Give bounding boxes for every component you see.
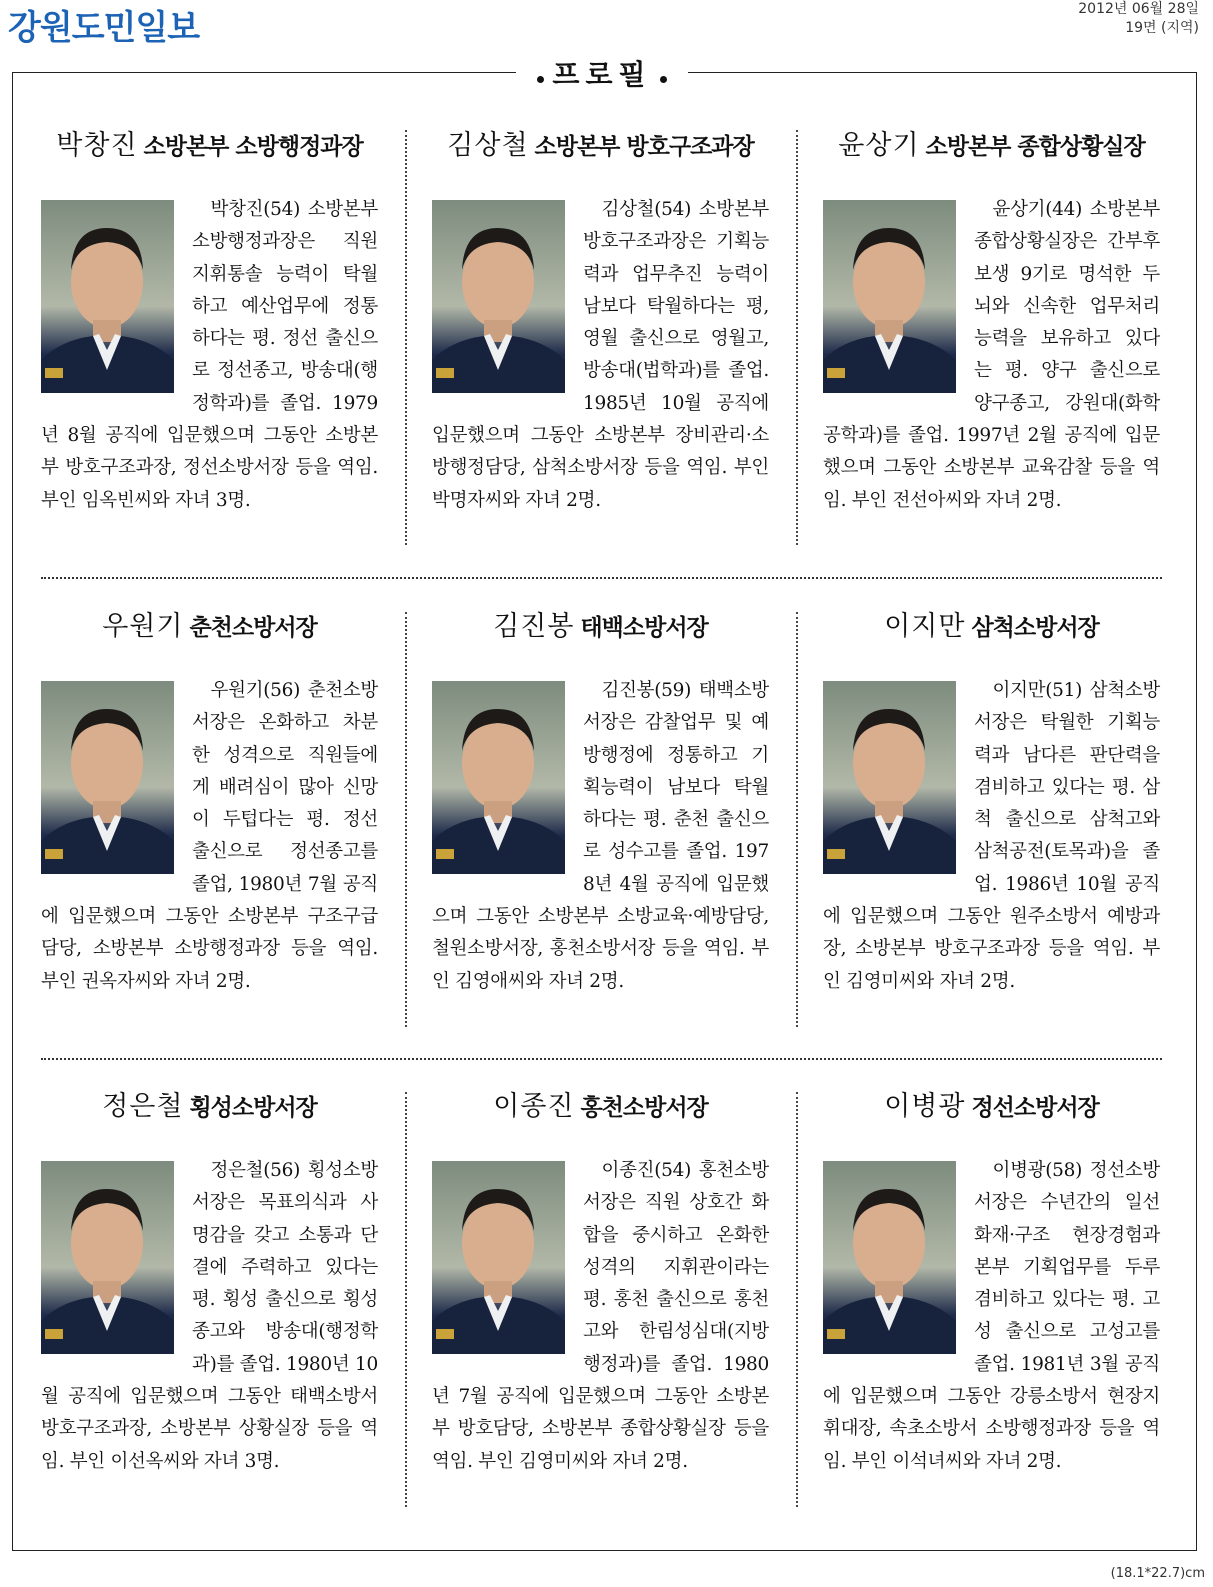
profile-card bbox=[432, 607, 769, 998]
bullet-dot bbox=[660, 76, 667, 83]
portrait-silhouette bbox=[432, 1161, 565, 1354]
profile-position: 소방본부 방호구조과장 bbox=[534, 134, 754, 160]
profile-name: 이병광 bbox=[884, 1091, 966, 1122]
profile-heading bbox=[41, 1087, 378, 1127]
portrait-silhouette bbox=[432, 681, 565, 874]
profile-card bbox=[823, 126, 1160, 517]
profile-name: 정은철 bbox=[102, 1091, 184, 1122]
profile-text: 이병광(58) 정선소방서장은 수년간의 일선 화재·구조 현장경험과 본부 기획업무를 두루 겸비하고 있다는 평. 고성 출신으로 고성고를 졸업. 1981년 3월 공직에 입문했으며 그동안 강릉소방서 현장지휘대장, 속초소방서 소방행정과장 등을 역임. 부인 이석녀씨와 자녀 2명. bbox=[823, 1160, 1160, 1472]
profile-card bbox=[823, 1087, 1160, 1478]
portrait-silhouette bbox=[41, 681, 174, 874]
size-note: (18.1*22.7)cm bbox=[1110, 1566, 1205, 1581]
profile-text: 정은철(56) 횡성소방서장은 목표의식과 사명감을 갖고 소통과 단결에 주력하고 있다는 평. 횡성 출신으로 횡성종고와 방송대(행정학과)를 졸업. 1980년 10월 공직에 입문했으며 그동안 태백소방서 방호구조과장, 소방본부 상황실장 등을 역임. 부인 이선옥씨와 자녀 3명. bbox=[41, 1160, 378, 1472]
profile-position: 소방본부 종합상황실장 bbox=[925, 134, 1145, 160]
profile-name: 김상철 bbox=[447, 130, 529, 161]
portrait-photo bbox=[823, 1161, 956, 1354]
column-divider bbox=[405, 1092, 407, 1507]
profile-position: 홍천소방서장 bbox=[580, 1095, 708, 1121]
portrait-silhouette bbox=[823, 1161, 956, 1354]
profile-position: 춘천소방서장 bbox=[189, 615, 317, 641]
row-divider bbox=[41, 1058, 1162, 1060]
masthead-meta bbox=[1078, 0, 1199, 38]
portrait-silhouette bbox=[41, 1161, 174, 1354]
profile-text: 김상철(54) 소방본부 방호구조과장은 기획능력과 업무추진 능력이 남보다 탁월하다는 평, 영월 출신으로 영월고, 방송대(법학과)를 졸업. 1985년 10월 공직에 입문했으며 그동안 소방본부 장비관리·소방행정담당, 삼척소방서장 등을 역임. 부인 박명자씨와 자녀 2명. bbox=[432, 199, 769, 511]
bullet-dot bbox=[537, 76, 544, 83]
profile-heading bbox=[823, 607, 1160, 647]
profile-heading bbox=[432, 126, 769, 166]
portrait-silhouette bbox=[432, 200, 565, 393]
portrait-photo bbox=[432, 681, 565, 874]
profile-heading bbox=[41, 126, 378, 166]
newspaper-logo: 강원도민일보 bbox=[8, 8, 200, 48]
column-divider bbox=[796, 612, 798, 1027]
profile-heading bbox=[41, 607, 378, 647]
portrait-silhouette bbox=[41, 200, 174, 393]
profile-position: 정선소방서장 bbox=[971, 1095, 1099, 1121]
profile-name: 우원기 bbox=[102, 611, 184, 642]
profile-text: 김진봉(59) 태백소방서장은 감찰업무 및 예방행정에 정통하고 기획능력이 남보다 탁월하다는 평. 춘천 출신으로 성수고를 졸업. 1978년 4월 공직에 입문했으며 그동안 소방본부 소방교육·예방담당, 철원소방서장, 홍천소방서장 등을 역임. 부인 김영애씨와 자녀 2명. bbox=[432, 680, 769, 992]
profile-heading bbox=[432, 607, 769, 647]
profile-card bbox=[432, 126, 769, 517]
profile-card bbox=[41, 607, 378, 998]
profile-name: 이종진 bbox=[493, 1091, 575, 1122]
portrait-photo bbox=[823, 681, 956, 874]
portrait-photo bbox=[432, 1161, 565, 1354]
profile-card bbox=[41, 126, 378, 517]
issue-date: 2012년 06월 28일 bbox=[1078, 1, 1199, 17]
portrait-photo bbox=[41, 200, 174, 393]
row-divider bbox=[41, 577, 1162, 579]
profile-text: 우원기(56) 춘천소방서장은 온화하고 차분한 성격으로 직원들에게 배려심이 많아 신망이 두텁다는 평. 정선 출신으로 정선종고를 졸업, 1980년 7월 공직에 입문했으며 그동안 소방본부 구조구급담당, 소방본부 소방행정과장 등을 역임. 부인 권옥자씨와 자녀 2명. bbox=[41, 680, 378, 992]
portrait-photo bbox=[41, 681, 174, 874]
profile-text: 윤상기(44) 소방본부 종합상황실장은 간부후보생 9기로 명석한 두뇌와 신속한 업무처리 능력을 보유하고 있다는 평. 양구 출신으로 양구종고, 강원대(화학공학과)를 졸업. 1997년 2월 공직에 입문했으며 그동안 소방본부 교육감찰 등을 역임. 부인 전선아씨와 자녀 2명. bbox=[823, 199, 1160, 511]
profile-card bbox=[41, 1087, 378, 1478]
profile-card bbox=[823, 607, 1160, 998]
section-title: 프로필 bbox=[552, 58, 652, 91]
profile-position: 소방본부 소방행정과장 bbox=[143, 134, 363, 160]
page-number: 19면 (지역) bbox=[1125, 20, 1199, 36]
portrait-silhouette bbox=[823, 681, 956, 874]
profile-text: 이지만(51) 삼척소방서장은 탁월한 기획능력과 남다른 판단력을 겸비하고 있다는 평. 삼척 출신으로 삼척고와 삼척공전(토목과)을 졸업. 1986년 10월 공직에 입문했으며 그동안 원주소방서 예방과장, 소방본부 방호구조과장 등을 역임. 부인 김영미씨와 자녀 2명. bbox=[823, 680, 1160, 992]
portrait-silhouette bbox=[823, 200, 956, 393]
portrait-photo bbox=[41, 1161, 174, 1354]
portrait-photo bbox=[823, 200, 956, 393]
portrait-photo bbox=[432, 200, 565, 393]
profile-position: 횡성소방서장 bbox=[189, 1095, 317, 1121]
profile-name: 이지만 bbox=[884, 611, 966, 642]
profile-heading bbox=[823, 1087, 1160, 1127]
section-header bbox=[516, 58, 688, 92]
profile-position: 태백소방서장 bbox=[580, 615, 708, 641]
profile-heading bbox=[432, 1087, 769, 1127]
profile-name: 김진봉 bbox=[493, 611, 575, 642]
column-divider bbox=[405, 130, 407, 545]
profile-name: 박창진 bbox=[56, 130, 138, 161]
profile-card bbox=[432, 1087, 769, 1478]
profile-position: 삼척소방서장 bbox=[971, 615, 1099, 641]
profile-name: 윤상기 bbox=[838, 130, 920, 161]
column-divider bbox=[796, 130, 798, 545]
profile-text: 이종진(54) 홍천소방서장은 직원 상호간 화합을 중시하고 온화한 성격의 지휘관이라는 평. 홍천 출신으로 홍천고와 한림성심대(지방행정과)를 졸업. 1980년 7월 공직에 입문했으며 그동안 소방본부 방호담당, 소방본부 종합상황실장 등을 역임. 부인 김영미씨와 자녀 2명. bbox=[432, 1160, 769, 1472]
column-divider bbox=[405, 612, 407, 1027]
column-divider bbox=[796, 1092, 798, 1507]
profile-heading bbox=[823, 126, 1160, 166]
profile-text: 박창진(54) 소방본부 소방행정과장은 직원 지휘통솔 능력이 탁월하고 예산업무에 정통하다는 평. 정선 출신으로 정선종고, 방송대(행정학과)를 졸업. 1979년 8월 공직에 입문했으며 그동안 소방본부 방호구조과장, 정선소방서장 등을 역임. 부인 임옥빈씨와 자녀 3명. bbox=[41, 199, 378, 511]
